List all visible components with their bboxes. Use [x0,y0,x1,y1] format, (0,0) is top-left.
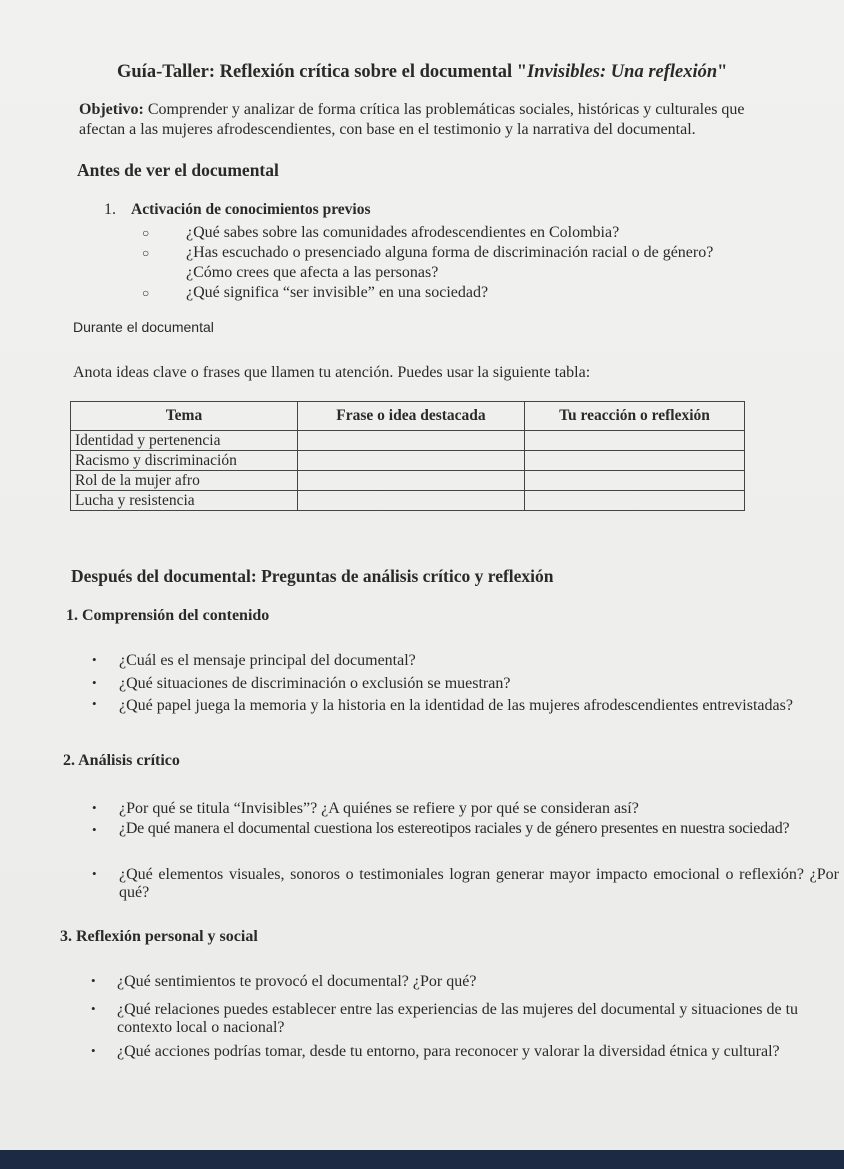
before-item-number: 1. [104,201,116,218]
section-3-question-1: ¿Qué sentimientos te provocó el documental? ¿Por qué? [117,973,477,990]
bullet-icon: ○ [142,246,150,260]
section-2-title: 2. Análisis crítico [63,752,180,769]
bullet-icon: ○ [142,226,150,240]
bullet-icon: • [92,800,97,815]
bullet-icon: • [91,1043,96,1058]
bullet-icon: • [91,973,96,988]
table-cell-empty[interactable] [298,451,525,471]
table-cell-empty[interactable] [525,471,745,491]
page-title [117,62,727,83]
table-cell-empty[interactable] [298,491,525,511]
bullet-icon: • [92,696,97,711]
table-cell-empty[interactable] [525,431,745,451]
table-cell-empty[interactable] [298,431,525,451]
before-question-2: ¿Has escuchado o presenciado alguna forma de discriminación racial o de género? [186,244,714,261]
table-header: Frase o idea destacada [298,402,525,431]
section-1-title: 1. Comprensión del contenido [66,607,270,624]
before-heading: Antes de ver el documental [77,160,279,180]
table-header: Tema [71,402,298,431]
table-cell-topic: Identidad y pertenencia [71,431,298,451]
objective-label: Objetivo: [79,101,144,118]
section-2-question-3: ¿Qué elementos visuales, sonoros o testimoniales logran generar mayor impacto emocional o reflexión? ¿Por qué? [119,866,839,901]
bullet-icon: ○ [142,286,150,300]
table-header: Tu reacción o reflexión [525,402,745,431]
bullet-icon: • [92,822,97,837]
objective-text-1: Comprender y analizar de forma crítica las problemáticas sociales, históricas y culturales que [147,101,745,118]
before-item-title: Activación de conocimientos previos [131,201,371,218]
during-heading: Durante el documental [73,319,214,335]
table-cell-topic: Lucha y resistencia [71,491,298,511]
table-cell-empty[interactable] [525,451,745,471]
after-heading: Después del documental: Preguntas de análisis crítico y reflexión [71,566,554,586]
table-row [71,451,745,471]
section-3-question-3: ¿Qué acciones podrías tomar, desde tu entorno, para reconocer y valorar la diversidad étnica y cultural? [117,1043,780,1060]
bullet-icon: • [92,652,97,667]
objective-line-1 [79,101,745,119]
section-2-question-1: ¿Por qué se titula “Invisibles”? ¿A quiénes se refiere y por qué se consideran así? [119,800,639,817]
bullet-icon: • [92,675,97,690]
table-row [71,431,745,451]
section-1-question-2: ¿Qué situaciones de discriminación o exclusión se muestran? [119,675,511,692]
title-suffix: " [717,62,728,82]
section-2-question-2: ¿De qué manera el documental cuestiona los estereotipos raciales y de género presentes en nuestra sociedad? [119,820,790,837]
section-1-question-3: ¿Qué papel juega la memoria y la historia en la identidad de las mujeres afrodescendientes entrevistadas? [119,697,793,714]
table-cell-empty[interactable] [525,491,745,511]
table-row [71,491,745,511]
before-question-3: ¿Cómo crees que afecta a las personas? [186,264,439,281]
before-question-1: ¿Qué sabes sobre las comunidades afrodescendientes en Colombia? [186,224,620,241]
bullet-icon: • [91,1001,96,1016]
section-1-question-1: ¿Cuál es el mensaje principal del documental? [119,652,416,669]
notes-table [70,401,745,511]
title-italic: Invisibles: Una reflexión [527,62,718,82]
during-instruction: Anota ideas clave o frases que llamen tu atención. Puedes usar la siguiente tabla: [73,364,591,381]
objective-text-2: afectan a las mujeres afrodescendientes, con base en el testimonio y la narrativa del documental. [79,121,696,138]
table-cell-topic: Rol de la mujer afro [71,471,298,491]
section-3-title: 3. Reflexión personal y social [60,928,258,945]
desk-surface [0,1150,844,1169]
table-cell-empty[interactable] [298,471,525,491]
section-3-question-2: ¿Qué relaciones puedes establecer entre las experiencias de las mujeres del documental y situaciones de tu contexto local o nacional? [117,1001,799,1036]
bullet-icon: • [92,866,97,881]
table-header-row [71,402,745,431]
table-cell-topic: Racismo y discriminación [71,451,298,471]
title-prefix: Guía-Taller: Reflexión crítica sobre el documental " [117,62,528,82]
before-question-4: ¿Qué significa “ser invisible” en una sociedad? [186,284,489,301]
table-row [71,471,745,491]
